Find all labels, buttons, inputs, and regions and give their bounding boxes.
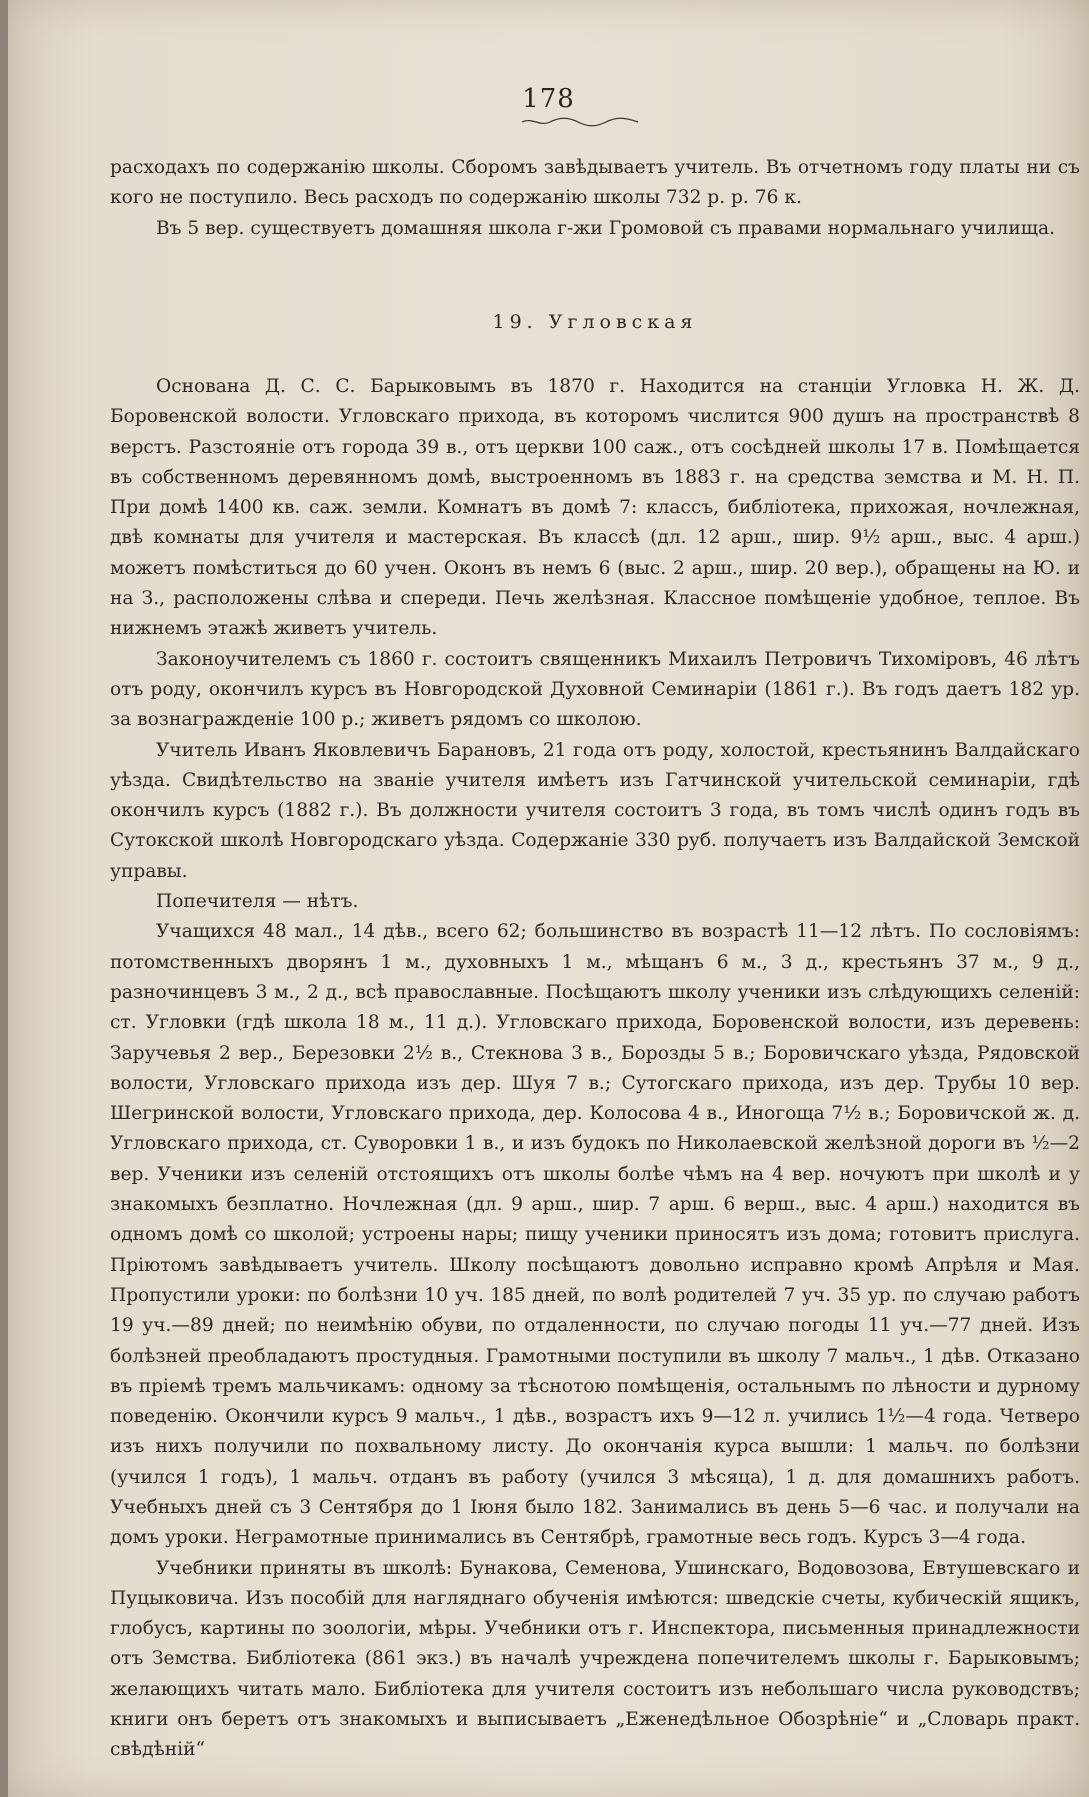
main-text [110,372,1080,1766]
intro-text [110,153,1080,244]
scanned-page [8,0,1089,1797]
section-heading: 19. Угловская [492,311,698,333]
paragraph: Попечителя — нѣтъ. [156,891,359,913]
paragraph: Законоучителемъ съ 1860 г. состоитъ священникъ Михаилъ Петровичъ Тихоміровъ, 46 лѣтъ отъ роду, окончилъ курсъ въ Новгородской Духовной Семинаріи (1861 г.). Въ годъ даетъ 182 ур. за вознагражденіе 100 р.; живетъ рядомъ со школою. [110,648,1080,731]
paragraph: Учебники приняты въ школѣ: Бунакова, Семенова, Ушинскаго, Водовозова, Евтушевскаго и Пуцыковича. Изъ пособій для нагляднаго обученія имѣются: шведскіе счеты, кубическій ящикъ, глобусъ, картины по зоологіи, мѣры. Учебники отъ г. Инспектора, письменныя принадлежности отъ Земства. Библіотека (861 экз.) въ началѣ учреждена попечителемъ школы г. Барыковымъ; желающихъ читать мало. Библіотека для учителя состоитъ изъ небольшаго числа руководствъ; книги онъ беретъ отъ знакомыхъ и выписываетъ „Еженедѣльное Обозрѣніе“ и „Словарь практ. свѣдѣній“ [110,1557,1080,1761]
paragraph: Основана Д. С. С. Барыковымъ въ 1870 г. Находится на станціи Угловка Н. Ж. Д. Боровенской волости. Угловскаго прихода, въ которомъ числится 900 душъ на пространствѣ 8 верстъ. Разстояніе отъ города 39 в., отъ церкви 100 саж., отъ сосѣдней школы 17 в. Помѣщается въ собственномъ деревянномъ домѣ, выстроенномъ въ 1883 г. на средства земства и М. Н. П. При домѣ 1400 кв. саж. земли. Комнатъ въ домѣ 7: классъ, библіотека, прихожая, ночлежная, двѣ комнаты для учителя и мастерская. Въ классѣ (дл. 12 арш., шир. 9½ арш., выс. 4 арш.) можетъ помѣститься до 60 учен. Оконъ въ немъ 6 (выс. 2 арш., шир. 20 вер.), обращены на Ю. и на З., расположены слѣва и спереди. Печь желѣзная. Классное помѣщеніе удобное, теплое. Въ нижнемъ этажѣ живетъ учитель. [110,376,1080,640]
paragraph: Въ 5 вер. существуетъ домашняя школа г-жи Громовой съ правами нормальнаго училища. [156,217,1056,239]
paragraph: Учитель Иванъ Яковлевичъ Барановъ, 21 года отъ роду, холостой, крестьянинъ Валдайскаго уѣзда. Свидѣтельство на званіе учителя имѣетъ изъ Гатчинской учительской семинаріи, гдѣ окончилъ курсъ (1882 г.). Въ должности учителя состоитъ 3 года, въ томъ числѣ одинъ годъ въ Сутокской школѣ Новгородскаго уѣзда. Содержаніе 330 руб. получаетъ изъ Валдайской Земской управы. [110,739,1080,882]
page-number: 178 [522,84,575,114]
decorative-rule [520,116,640,128]
paragraph: Учащихся 48 мал., 14 дѣв., всего 62; большинство въ возрастѣ 11—12 лѣтъ. По сословіямъ: потомственныхъ дворянъ 1 м., духовныхъ 1 м., мѣщанъ 6 м., 3 д., крестьянъ 37 м., 9 д., разночинцевъ 3 м., 2 д., всѣ православные. Посѣщаютъ школу ученики изъ слѣдующихъ селеній: ст. Угловки (гдѣ школа 18 м., 11 д.). Угловскаго прихода, Боровенской волости, изъ деревень: Заручевья 2 вер., Березовки 2½ в., Стекнова 3 в., Борозды 5 в.; Боровичскаго уѣзда, Рядовской волости, Угловскаго прихода изъ дер. Шуя 7 в.; Сутогскаго прихода, изъ дер. Трубы 10 вер. Шегринской волости, Угловскаго прихода, дер. Колосова 4 в., Иногоща 7½ в.; Боровичской ж. д. Угловскаго прихода, ст. Суворовки 1 в., и изъ будокъ по Николаевской желѣзной дороги въ ½—2 вер. Ученики изъ селеній отстоящихъ отъ школы болѣе чѣмъ на 4 вер. ночуютъ при школѣ и у знакомыхъ безплатно. Ночлежная (дл. 9 арш., шир. 7 арш. 6 верш., выс. 4 арш.) находится въ одномъ домѣ со школой; устроены нары; пищу ученики приносятъ изъ дома; готовитъ прислуга. Пріютомъ завѣдываетъ учитель. Школу посѣщаютъ довольно исправно кромѣ Апрѣля и Мая. Пропустили уроки: по болѣзни 10 уч. 185 дней, по волѣ родителей 7 уч. 35 ур. по случаю работъ 19 уч.—89 дней; по неимѣнію обуви, по отдаленности, по случаю погоды 11 уч.—77 дней. Изъ болѣзней преобладаютъ простудныя. Грамотными поступили въ школу 7 мальч., 1 дѣв. Отказано въ пріемѣ тремъ мальчикамъ: одному за тѣснотою помѣщенія, остальнымъ по лѣности и дурному поведенію. Окончили курсъ 9 мальч., 1 дѣв., возрастъ ихъ 9—12 л. учились 1½—4 года. Четверо изъ нихъ получили по похвальному листу. До окончанія курса вышли: 1 мальч. по болѣзни (учился 1 годъ), 1 мальч. отданъ въ работу (учился 3 мѣсяца), 1 д. для домашнихъ работъ. Учебныхъ дней съ 3 Сентября до 1 Іюня было 182. Занимались въ день 5—6 час. и получали на домъ уроки. Неграмотные принимались въ Сентябрѣ, грамотные весь годъ. Курсъ 3—4 года. [110,921,1080,1549]
paragraph: расходахъ по содержанію школы. Сборомъ завѣдываетъ учитель. Въ отчетномъ году платы ни съ кого не поступило. Весь расходъ по содержанію школы 732 р. р. 76 к. [110,157,1080,209]
